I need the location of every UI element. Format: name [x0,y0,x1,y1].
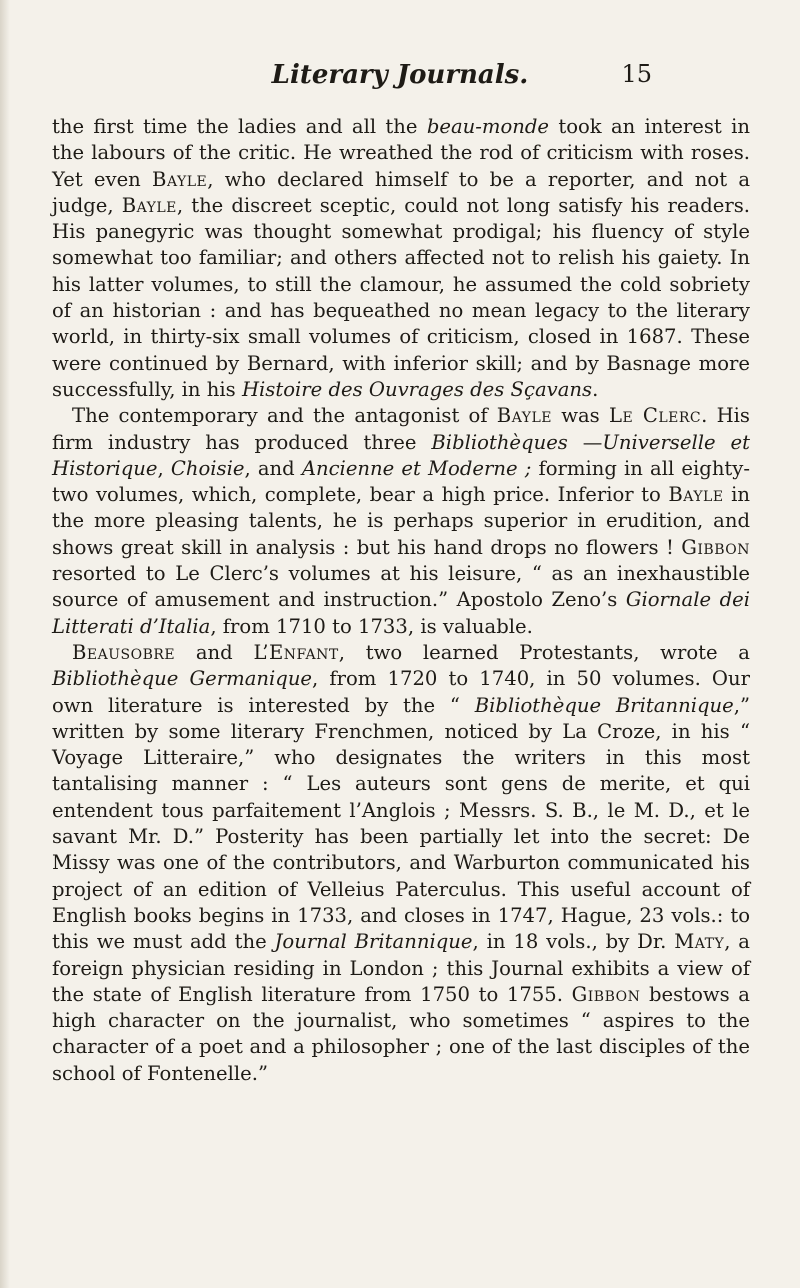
text-segment: Le Clerc [608,404,702,428]
text-segment: Gibbon [681,535,750,559]
text-segment: Ancienne et Moderne ; [301,456,532,480]
body-text [52,114,750,1087]
text-segment: Histoire des Ouvrages des Sçavans [241,377,593,401]
text-segment: Gibbon [571,982,641,1006]
paragraph-3 [52,640,750,1087]
paragraph-2 [52,403,750,640]
text-segment: was [552,404,609,428]
text-segment: , from 1710 to 1733, is valuable. [210,614,533,638]
text-segment: , and [244,456,302,480]
text-segment: Beausobre [72,640,176,664]
paragraph-1 [52,114,750,403]
text-segment: L’Enfant [253,640,339,664]
text-segment: , a foreign physician residing in London ; this Journal exhibits a view of the state of English literature from 1750 to 1755. [52,930,750,1006]
text-segment: and [175,640,254,664]
text-segment: ,” written by some literary Frenchmen, noticed by La Croze, in his “ Voyage Litteraire,” who designates the writers in this most tantalising manner : “ Les auteurs sont gens de merite, et qui entendent tous parfaitement l’Anglois ; Messrs. S. B., le M. D., et le savant Mr. D.” Posterity has been partially let into the secret: De Missy was one of the contributors, and Warburton communicated his project of an edition of Velleius Paterculus. This useful account of English books begins in 1733, and closes in 1747, Hague, 23 vols.: to this we must add the [52,693,751,954]
text-segment: , who declared himself to be a reporter, and not a judge, [52,167,751,217]
text-segment: — [567,430,603,454]
running-header [0,60,800,100]
text-segment: The contemporary and the antagonist of [72,404,497,428]
page-edge-shadow [0,0,10,1288]
text-segment: Bibliothèques [431,430,568,454]
text-segment: Giornale dei Litterati d’Italia [52,588,750,638]
text-segment: . His firm industry has produced three [52,404,750,454]
text-segment: beau-monde [426,115,550,138]
text-segment: Bibliothèque Germanique [52,667,313,691]
text-segment: Bibliothèque Britannique [474,693,734,717]
text-segment: in the more pleasing talents, he is perhaps superior in erudition, and shows great skill in analysis : but his hand drops no flowers ! [52,483,750,559]
text-segment: Bayle [496,404,552,428]
text-segment: , two learned Protestants, wrote a [338,640,750,664]
running-title: Literary Journals. [271,60,529,90]
text-segment: Bayle [152,167,208,191]
text-segment: the first time the ladies and all the [52,115,427,138]
text-segment: bestows a high character on the journalist, who sometimes “ aspires to the character of a poet and a philosopher ; one of the last disciples of the school of Fontenelle.” [52,982,750,1085]
text-segment: forming in all eighty-two volumes, which, complete, bear a high price. Inferior to [52,456,750,507]
text-segment: Maty [674,930,725,954]
text-segment: . [592,377,599,401]
text-segment: Journal Britannique [274,930,473,954]
text-segment: , in 18 vols., by Dr. [472,930,675,954]
page-number: 15 [621,60,652,88]
text-segment: Universelle et Historique [52,430,750,480]
text-segment: , from 1720 to 1740, in 50 volumes. Our own literature is interested by the “ [52,667,750,717]
text-segment: , the discreet sceptic, could not long satisfy his readers. His panegyric was thought somewhat prodigal; his fluency of style somewhat too familiar; and others affected not to relish his gaiety. In his latter volumes, to still the clamour, he assumed the cold sobriety of an historian : and has bequeathed no mean legacy to the literary world, in thirty-six small volumes of criticism, closed in 1687. These were continued by Bernard, with inferior skill; and by Basnage more successfully, in his [52,193,750,401]
text-segment: resorted to Le Clerc’s volumes at his leisure, “ as an inexhaustible source of amusement and instruction.” Apostolo Zeno’s [52,562,750,612]
text-segment: Bayle [121,193,177,217]
text-segment: , [157,456,171,480]
text-segment: Bayle [668,483,724,507]
text-segment: took an interest in the labours of the critic. He wreathed the rod of criticism with roses. Yet even [52,115,750,191]
text-segment: Choisie [170,456,245,480]
